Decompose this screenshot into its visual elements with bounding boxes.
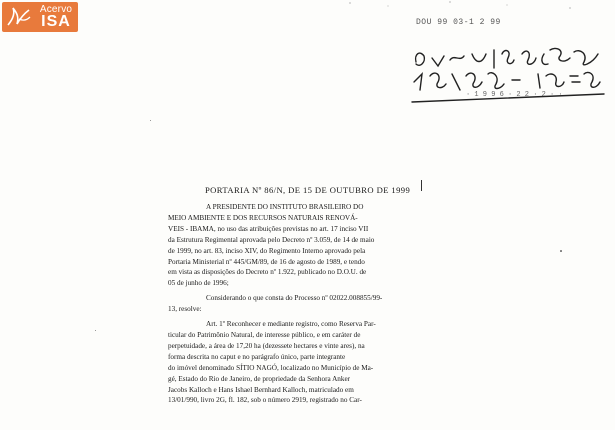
text-line: MEIO AMBIENTE E DOS RECURSOS NATURAIS RENOVÁ- [168, 213, 358, 222]
text-line: 13, resolve: [168, 305, 202, 314]
margin-mark [421, 180, 422, 191]
text-line: de 1999, no art. 83, inciso XIV, do Regimento Interno aprovado pela [168, 246, 366, 255]
text-line: VEIS - IBAMA, no uso das atribuições previstas no art. 17 inciso VII [168, 224, 369, 233]
text-line: perpetuidade, a área de 17,20 ha (dezessete hectares e vinte ares), na [168, 341, 365, 350]
text-line: forma descrita no caput e no parágrafo único, parte integrante [168, 352, 346, 361]
considerando-paragraph [168, 293, 433, 315]
scan-speck [560, 250, 562, 252]
text-line: Art. 1º Reconhecer e mediante registro, como Reserva Par- [206, 320, 376, 329]
logo-word-isa: ISA [41, 13, 71, 30]
text-line: 13/01/990, livro 2G, fl. 182, sob o número 2919, registrado no Car- [168, 396, 362, 405]
logo-word-acervo: Acervo [39, 4, 73, 15]
publication-stamp: DOU 99 03-1 2 99 [416, 18, 501, 27]
stamp-serial: · 1 9 9 6 · 2 2 · 2 · · [466, 91, 563, 99]
document-title: PORTARIA Nº 86/N, DE 15 DE OUTUBRO DE 1999 [205, 185, 411, 195]
article-1-paragraph [168, 319, 433, 406]
handwritten-annotation [408, 40, 608, 110]
document-body [168, 202, 433, 406]
preamble-paragraph [168, 202, 433, 289]
scan-speck [150, 120, 151, 121]
acervo-isa-logo [2, 2, 78, 32]
scan-speck [95, 330, 96, 331]
text-line: A PRESIDENTE DO INSTITUTO BRASILEIRO DO [206, 203, 364, 211]
text-line: do imóvel denominado SÍTIO NAGÓ, localizado no Município de Ma- [168, 363, 374, 372]
text-line: Portaria Ministerial nº 445/GM/89, de 16 de agosto de 1989, e tendo [168, 257, 365, 266]
text-line: em vista as disposições do Decreto nº 1.922, publicado no D.O.U. de [168, 268, 367, 277]
text-line: gé, Estado do Rio de Janeiro, de propriedade da Senhora Anker [168, 374, 351, 383]
text-line: Jacobs Kalloch e Hans Ishael Bernhard Kalloch, matriculado em [168, 385, 354, 394]
text-line: ticular do Patrimônio Natural, de interesse público, e em caráter de [168, 330, 361, 339]
scan-speckles [330, 0, 615, 12]
isa-leaf-icon [5, 5, 33, 29]
text-line: Considerando o que consta do Processo nº 02022.008855/99- [206, 294, 383, 303]
text-line: da Estrutura Regimental aprovada pelo Decreto nº 3.059, de 14 de maio [168, 235, 375, 244]
text-line: 05 de junho de 1996; [168, 279, 229, 288]
